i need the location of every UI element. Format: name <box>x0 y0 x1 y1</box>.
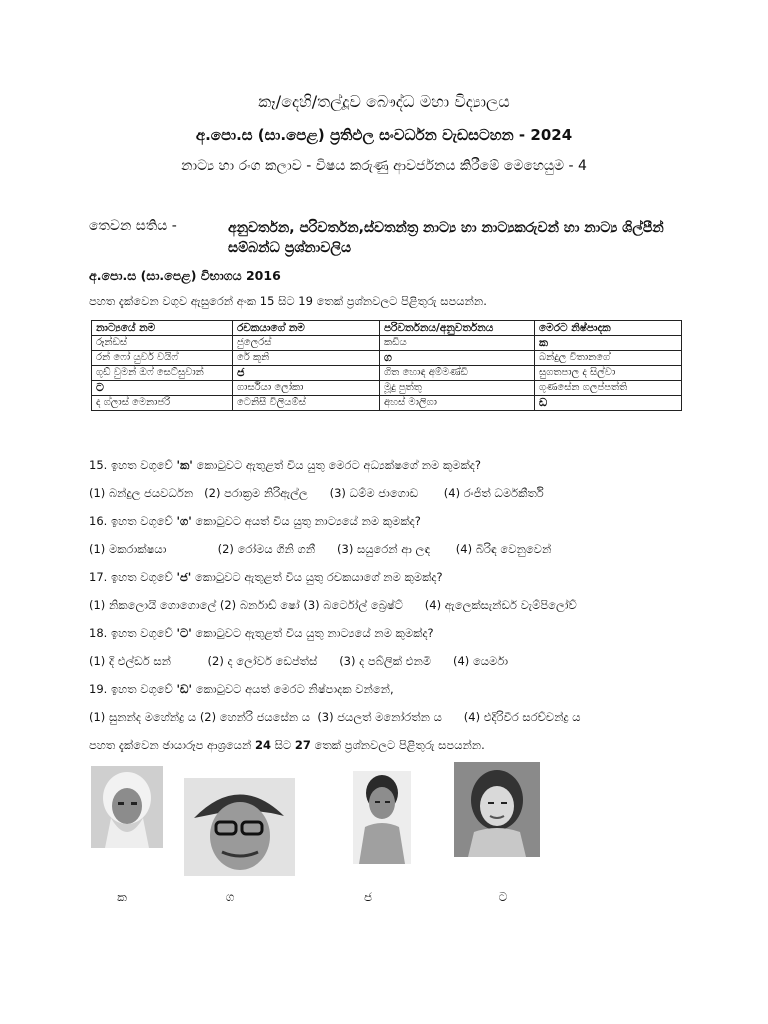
question-text: ඉහත වගුවේ <box>110 514 173 528</box>
question-16 <box>89 514 421 529</box>
portrait-photo-ta <box>454 762 540 857</box>
table-cell: ජුලෙරස් <box>233 336 380 351</box>
question-text: කොටුවට ඇතුළත් විය යුතු රචකයාගේ නම කුමක්ද? <box>194 570 443 584</box>
col-header-author: රචකයාගේ නම <box>233 321 380 336</box>
program-title: අ.පො.ස (සා.පෙළ) ප්‍රතිඵල සංවර්ධන වැඩසටහන - 2024 <box>195 126 573 144</box>
question-marker: 'ජ' <box>176 570 192 584</box>
question-17-options: (1) නිකලොයි ගොගොලේ (2) බර්නාඩ් ෂෝ (3) බර්ටෝල් බ්‍රෙෂ්ට් (4) ඇලෙක්සැන්ඩර් වැම්පිලෝව් <box>89 598 577 612</box>
question-18-options: (1) දි එල්ඩර් සන් (2) ද ලෝවර් ඩෙප්ත්ස් (3) ද පබ්ලික් එනමි (4) යෙර්මා <box>89 654 509 668</box>
table-cell: රූන්ඩස් <box>92 336 233 351</box>
question-15-options: (1) බන්දුල ජයවර්ධන (2) පරාක්‍රම නිරිඇල්ල (3) ධම්ම ජාගොඩ (4) රංජිත් ධර්මකීර්ති <box>89 486 544 500</box>
portrait-photo-ja <box>353 771 411 864</box>
question-text: ඉහත වගුවේ <box>110 570 173 584</box>
photo-caption: ජ <box>363 890 373 904</box>
table-cell-marker: ක <box>535 336 682 351</box>
question-marker: 'ක' <box>176 458 193 472</box>
table-row <box>92 336 682 351</box>
question-18 <box>89 626 434 641</box>
section-title: අනුවර්තන, පරිවර්තන,ස්වතන්ත්‍ර නාට්‍ය හා නාට්‍යකරුවන් හා නාට්‍ය ශිල්පීන් සම්බන්ධ ප්‍රශ්නාවලිය <box>228 220 664 256</box>
table-cell: ගුණසේන ගලප්පත්ති <box>535 381 682 396</box>
photo-instruction <box>89 738 485 753</box>
portrait-photo-ga <box>184 778 295 876</box>
table-cell: මූදු පුත්තු <box>380 381 535 396</box>
question-number: 15. <box>89 458 108 472</box>
table-header-row <box>92 321 682 336</box>
table-instruction: පහත දැක්වෙන වගුව ඇසුරෙන් අංක 15 සිට 19 තෙක් ප්‍රශ්නවලට පිළිතුරු සපයන්න. <box>89 294 487 308</box>
table-cell: ගුඩ් වුමන් ඔෆ් සෙට්සුවාන් <box>92 366 233 381</box>
instruction-text: පහත දැක්වෙන ඡායාරූප ආශ්‍රයෙන් <box>89 738 252 752</box>
question-text: ඉහත වගුවේ <box>110 458 173 472</box>
table-cell: ගාර්සියා ලෝකා <box>233 381 380 396</box>
question-text: කොටුවට අයත් මෙරට නිෂ්පාදක වන්නේ, <box>195 682 394 696</box>
question-text: කොටුවට ඇතුළත් විය යුතු මෙරට අධ්‍යක්ෂගේ නම කුමක්ද? <box>196 458 481 472</box>
portrait-photo-ka <box>91 766 163 848</box>
table-cell: ටෙනිසී විලියම්ස් <box>233 396 380 411</box>
table-cell: බන්දුල විතානගේ <box>535 351 682 366</box>
table-row <box>92 351 682 366</box>
question-text: ඉහත වගුවේ <box>110 682 173 696</box>
table-cell: ද ග්ලාස් මෙනාජරි <box>92 396 233 411</box>
question-17 <box>89 570 443 585</box>
table-cell-marker: ට <box>92 381 233 396</box>
table-cell-marker: ඩ <box>535 396 682 411</box>
question-number: 17. <box>89 570 108 584</box>
photo-caption: ට <box>498 890 508 904</box>
question-15 <box>89 458 481 473</box>
table-cell: රේ කූනි <box>233 351 380 366</box>
table-cell: කඩිය <box>380 336 535 351</box>
col-header-adaptation: පරිවර්තනය/අනුවර්තනය <box>380 321 535 336</box>
col-header-drama: නාට්‍යයේ නම <box>92 321 233 336</box>
question-text: ඉහත වගුවේ <box>110 626 173 640</box>
exam-label: අ.පො.ස (සා.පෙළ) විභාගය 2016 <box>89 268 281 283</box>
table-cell-marker: ජ <box>233 366 380 381</box>
week-label: තෙවන සතිය - <box>89 218 177 234</box>
question-number: 18. <box>89 626 108 640</box>
table-cell: අහස් මාලිගා <box>380 396 535 411</box>
photo-caption: ග <box>225 890 235 904</box>
question-text: කොටුවට ඇතුළත් විය යුතු නාට්‍යයේ නම කුමක්ද? <box>195 626 434 640</box>
question-marker: 'ට' <box>176 626 192 640</box>
drama-table <box>91 320 682 411</box>
question-marker: 'ග' <box>176 514 192 528</box>
table-row <box>92 381 682 396</box>
subject-title: නාට්‍ය හා රංග කලාව - විෂය කරුණු ආවර්ජනය කිරීමේ මෙහෙයුම - 4 <box>181 158 587 174</box>
col-header-producer: මෙරට නිෂ්පාදක <box>535 321 682 336</box>
photo-caption: ක <box>117 890 127 904</box>
question-marker: 'ඩ' <box>176 682 193 696</box>
school-name: කෑ/දෙහි/තල්දූව බෞද්ධ මහා විද්‍යාලය <box>258 92 510 111</box>
table-cell: ගිත හොඳ අම්මණ්ඩි <box>380 366 535 381</box>
question-text: කොටුවට අයත් විය යුතු නාට්‍යයේ නම කුමක්ද? <box>195 514 421 528</box>
instruction-text: සිට <box>274 738 292 752</box>
instruction-number: 24 <box>254 738 271 752</box>
question-number: 16. <box>89 514 108 528</box>
question-19 <box>89 682 394 697</box>
table-row <box>92 396 682 411</box>
question-number: 19. <box>89 682 108 696</box>
table-row <box>92 366 682 381</box>
question-19-options: (1) සුනන්ද මහේන්ද්‍ර ය (2) හෙන්රි ජයසේන ය (3) ජයලත් මනෝරත්න ය (4) එදිරිවීර සරච්චන්ද්‍ර ය <box>89 710 581 724</box>
table-cell-marker: ග <box>380 351 535 366</box>
question-16-options: (1) මකරාක්ෂයා (2) රෝමය ගිනි ගනී (3) සයුරෙන් ආ ලඳ (4) බිරිඳ වෙනුවෙන් <box>89 542 552 556</box>
instruction-text: තෙක් ප්‍රශ්නවලට පිළිතුරු සපයන්න. <box>314 738 485 752</box>
table-cell: රන් ෆෝ යුවර් වයිෆ් <box>92 351 233 366</box>
instruction-number: 27 <box>294 738 311 752</box>
table-cell: සුගතපාල ද සිල්වා <box>535 366 682 381</box>
